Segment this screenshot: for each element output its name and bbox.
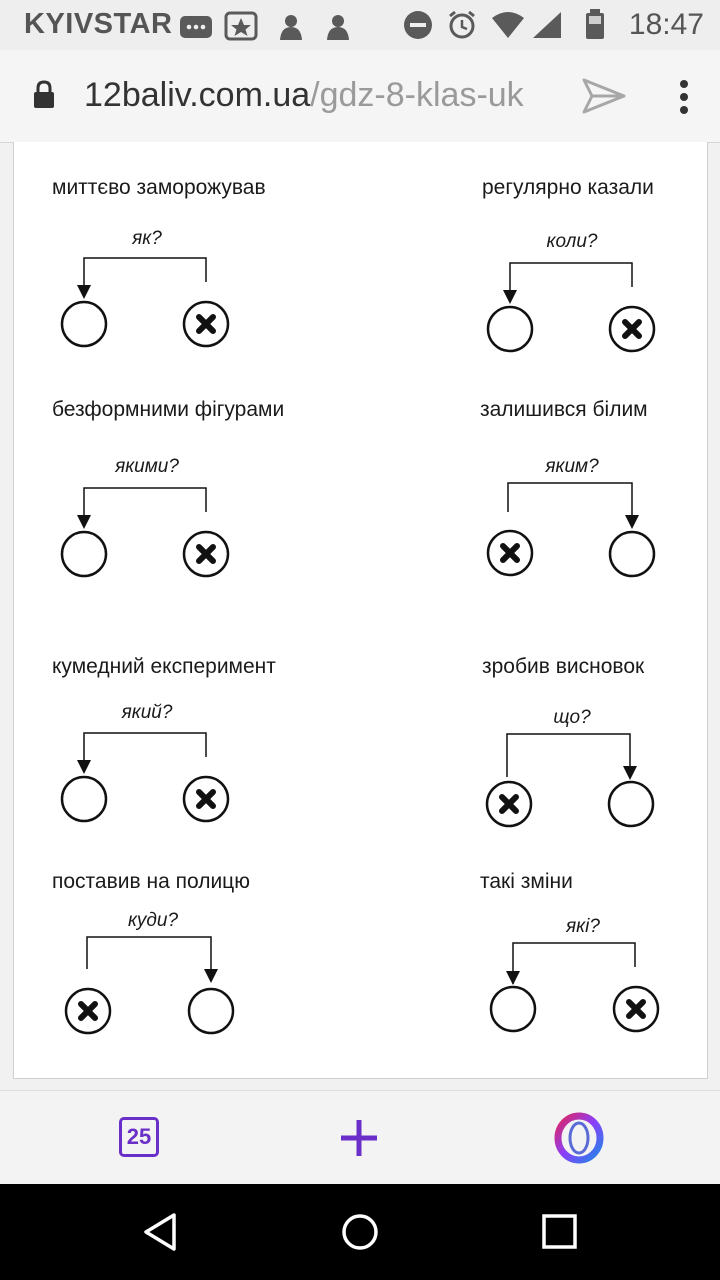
diagram-phrase: залишився білим: [480, 398, 648, 421]
recent-apps-icon[interactable]: [541, 1213, 579, 1251]
diagram-scheme: [488, 263, 654, 351]
diagram-scheme: [62, 733, 228, 821]
url-field[interactable]: [84, 76, 552, 115]
diagram-scheme: [488, 483, 654, 576]
main-word-circle: [62, 302, 106, 346]
diagram-schemes: [14, 142, 707, 1078]
clock: 18:47: [628, 8, 704, 41]
wifi-icon: [492, 12, 524, 38]
diagram-scheme: [487, 734, 653, 826]
home-icon[interactable]: [340, 1212, 380, 1252]
main-word-circle: [62, 532, 106, 576]
main-word-circle: [491, 987, 535, 1031]
diagram-question: якими?: [115, 456, 179, 477]
new-tab-icon[interactable]: [338, 1117, 380, 1159]
diagram-phrase: кумедний експеримент: [52, 655, 276, 678]
main-word-circle: [488, 307, 532, 351]
system-icons: [400, 9, 610, 41]
battery-icon: [586, 9, 604, 39]
opera-menu-icon[interactable]: [553, 1112, 605, 1164]
diagram-phrase: безформними фігурами: [52, 398, 285, 421]
page-content: [13, 142, 708, 1079]
url-path: /gdz-8-klas-uk: [310, 76, 524, 114]
browser-bottom-bar: [0, 1090, 720, 1185]
diagram-phrase: зробив висновок: [482, 655, 645, 678]
dependent-word-circle-icon: [614, 987, 658, 1031]
dependent-word-circle: [609, 782, 653, 826]
diagram-question: як?: [132, 228, 162, 249]
diagram-scheme: [62, 488, 228, 576]
carrier-name: KYIVSTAR: [24, 8, 173, 40]
diagram-phrase: регулярно казали: [482, 176, 654, 199]
status-bar: [0, 0, 720, 50]
person-icon: [327, 15, 349, 40]
back-icon[interactable]: [140, 1212, 180, 1252]
signal-icon: [533, 12, 561, 38]
main-word-circle-icon: [488, 531, 532, 575]
url-host: 12baliv.com.ua: [84, 76, 311, 114]
dependent-word-circle-icon: [184, 302, 228, 346]
diagram-phrase: поставив на полицю: [52, 870, 250, 893]
lock-icon: [32, 80, 56, 110]
address-bar: [0, 50, 720, 143]
diagram-phrase: такі зміни: [480, 870, 573, 893]
diagram-scheme: [66, 937, 233, 1033]
tabs-button[interactable]: 25: [119, 1117, 159, 1157]
dependent-word-circle-icon: [184, 532, 228, 576]
alarm-icon: [450, 12, 474, 37]
diagram-question: куди?: [127, 910, 179, 931]
diagram-question: яким?: [545, 456, 599, 477]
diagram-question: які?: [566, 916, 600, 937]
person-icon: [280, 15, 302, 40]
dependent-word-circle: [610, 532, 654, 576]
notification-icons: [180, 11, 355, 41]
diagram-question: який?: [121, 702, 173, 723]
diagram-scheme: [62, 258, 228, 346]
main-word-circle-icon: [66, 989, 110, 1033]
dependent-word-circle: [189, 989, 233, 1033]
main-word-circle: [62, 777, 106, 821]
dependent-word-circle-icon: [184, 777, 228, 821]
diagram-question: що?: [553, 707, 591, 728]
diagram-phrase: миттєво заморожував: [52, 176, 266, 199]
diagram-question: коли?: [546, 231, 598, 252]
diagram-scheme: [491, 943, 658, 1031]
system-navigation-bar: [0, 1184, 720, 1280]
send-icon[interactable]: [580, 76, 628, 116]
main-word-circle-icon: [487, 782, 531, 826]
dependent-word-circle-icon: [610, 307, 654, 351]
overflow-menu-icon[interactable]: [672, 78, 696, 118]
